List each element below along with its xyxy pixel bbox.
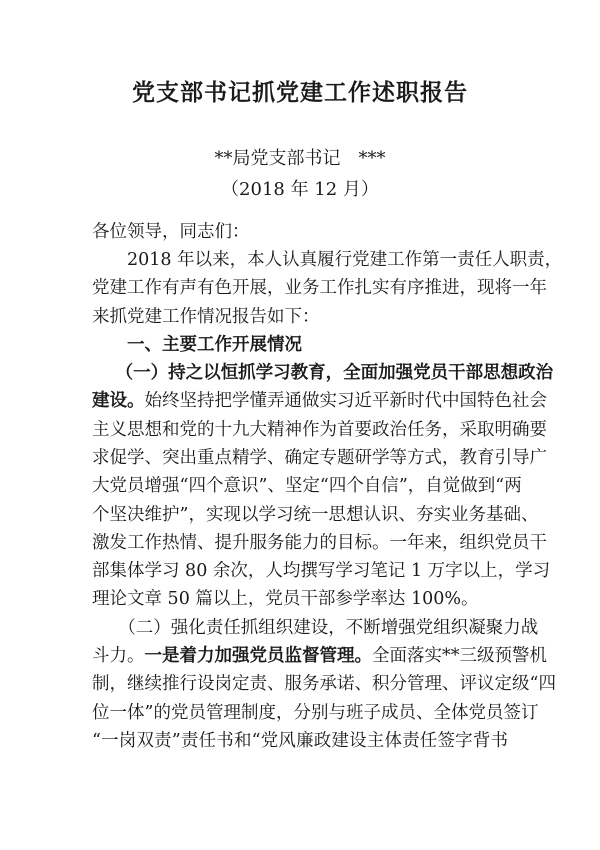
paragraph-line (92, 532, 547, 554)
paragraph-line (92, 730, 508, 752)
text: 始终坚持把学懂弄通做实习近平新时代中国特色社会 (144, 391, 547, 411)
bold-text: （一）持之以恒抓学习教育，全面加强党员干部思想政治 (92, 363, 554, 383)
paragraph-line (92, 617, 539, 639)
date-line: （2018 年 12 月） (221, 179, 379, 200)
intro-line: 党建工作有声有色开展，业务工作扎实有序推进，现将一年 (92, 278, 547, 298)
text: 位一体”的党员管理制度，分别与班子成员、全体党员签订 (92, 703, 539, 723)
text: 部集体学习 80 余次，人均撰写学习笔记 1 万字以上，学习 (92, 561, 551, 581)
paragraph-line (92, 447, 547, 469)
text: （二）强化责任抓组织建设，不断增强党组织凝聚力战 (92, 618, 539, 638)
author-line: **局党支部书记 *** (214, 148, 386, 169)
greeting: 各位领导，同志们： (92, 222, 250, 242)
intro-line: 2018 年以来，本人认真履行党建工作第一责任人职责， (92, 250, 563, 270)
paragraph-line (92, 702, 539, 724)
paragraph-line (92, 673, 556, 695)
text: 个坚决维护”，实现以学习统一思想认识、夯实业务基础、 (92, 505, 539, 525)
text: “一岗双责”责任书和“党风廉政建设主体责任签字背书 (92, 731, 508, 751)
paragraph-line (92, 645, 547, 667)
section-heading: 一、主要工作开展情况 (92, 335, 302, 355)
text: 主义思想和党的十九大精神作为首要政治任务，采取明确要 (92, 420, 547, 440)
text: 制，继续推行设岗定责、服务承诺、积分管理、评议定级“四 (92, 674, 556, 694)
paragraph-line (92, 362, 554, 384)
paragraph-line (92, 390, 547, 412)
text: 理论文章 50 篇以上，党员干部参学率达 100%。 (92, 589, 479, 609)
paragraph-line (92, 588, 508, 610)
document-title: 党支部书记抓党建工作述职报告 (132, 80, 468, 106)
paragraph-line (92, 504, 539, 526)
text: 全面落实**三级预警机 (372, 646, 547, 666)
text: 激发工作热情、提升服务能力的目标。一年来，组织党员干 (92, 533, 547, 553)
text: 求促学、突出重点精学、确定专题研学等方式，教育引导广 (92, 448, 547, 468)
bold-text: 一是着力加强党员监督管理。 (144, 646, 372, 666)
text: 斗力。 (92, 646, 145, 666)
paragraph-line (92, 475, 522, 497)
intro-line: 来抓党建工作情况报告如下： (92, 307, 320, 327)
text: 大党员增强“四个意识”、坚定“四个自信”，自觉做到“两 (92, 476, 522, 496)
paragraph-line (92, 560, 551, 582)
bold-text: 建设。 (92, 391, 145, 411)
paragraph-line (92, 419, 547, 441)
